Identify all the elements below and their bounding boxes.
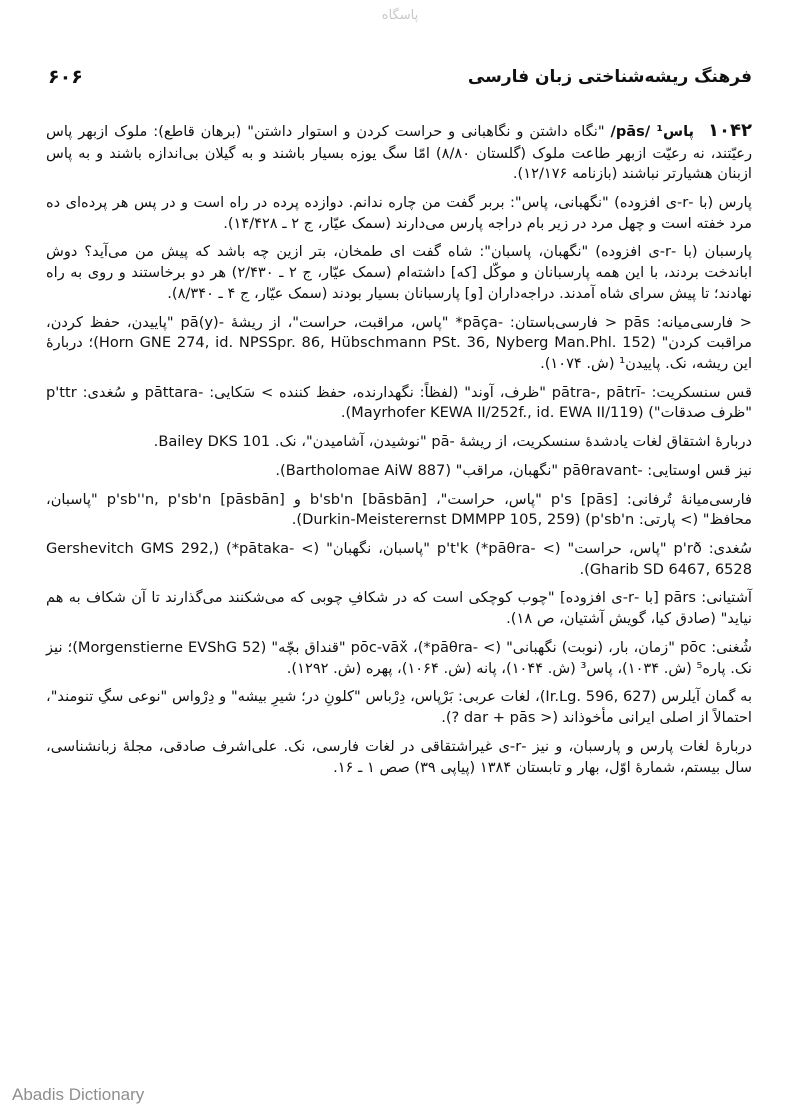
paragraph-ashtiani: آشتیانی: pārs [با -r-ی افزوده] "چوب کوچکی است که در شکافِ چوبی که می‌شکنند می‌گذارند تا آن شکاف به هم نیاید" (صادق کیا، گویش آشتیان، ص ۱۸). [46,589,752,628]
paragraph-sanskrit: قس سنسکریت: -pātra-, pātrī "ظرف، آوند" (لفظاً: نگهدارنده، حفظ کننده > سَکایی: -pāttara و سُغدی: p'ttr "ظرف صدقات") (Mayrhofer KEWA II/252f., id. EWA II/119). [46,383,752,422]
paragraph-parsban: پارسبان (با -r-ی افزوده) "نگهبان، پاسبان": شاه گفت ای طمخان، بتر ازین چه باشد که پیش من می‌آید؟ دوش اباندخت بردند، با این همه پارسبانان و موکّل [که] داشته‌ام (سمک عیّار، ج ۲ ـ ۲/۴۳۰) هر دو برخاستند و روی به راه نهادند؛ تا پیش سرای شاه آمدند. دراجه‌داران [و] پارسبانان بسیار بودند (سمک عیّار، ج ۴ ـ ۸/۳۴۰). [46,243,752,302]
paragraph-pars: پارس (با -r-ی افزوده) "نگهبانی، پاس": بربر گفت من چاره ندانم. دوازده پرده در راه است و در پس هر پرده‌ای ده مرد خفته است و چهل مرد در زیر بام دراجه پارس می‌دارند (سمک عیّار، ج ۲ ـ ۱۴/۴۲۸). [46,193,752,232]
page-number: ۶۰۶ [48,66,83,88]
paragraph-reference: دربارهٔ لغات پارس و پارسبان، و نیز -r-ی غیراشتقاقی در لغات فارسی، نک. علی‌اشرف صادقی، مجلهٔ زبانشناسی، سال بیستم، شمارهٔ اوّل، بهار و تابستان ۱۳۸۴ (پیاپی ۳۹) صص ۱ ـ ۱۶. [46,737,752,776]
paragraph-avestan: نیز قس اوستایی: -pāθravant "نگهبان، مراقب" (Bartholomae AiW 887). [275,461,752,479]
entry-number: ۱۰۴۲ [708,120,752,141]
paragraph-turfan: فارسی‌میانهٔ تُرفانی: p's [pās] "پاس، حراست"، b'sb'n [bāsbān] و p'sb''n, p'sb'n [pāsbān] "پاسبان، محافظ" (> پارتی: p'sb'n) (Durkin-Meisterernst DMMPP 105, 259). [46,490,752,529]
running-head [48,62,752,92]
entry-definition: "نگاه داشتن و نگاهبانی و حراست کردن و استوار داشتن" (برهان قاطع): ملوک ازبهر پاس رعیّتند، نه رعیّت ازبهر طاعت ملوک (گلستان ۸/۸۰) امّا سگ یوزه بسیار باشند و به گیلان بی‌اندازه باشند و به پاس ازبنان هشیارتر نباشند (بازنامه ۱۲/۱۷۶). [46,123,752,183]
entry-lead-paragraph [46,118,752,185]
footer-watermark: Abadis Dictionary [12,1085,145,1104]
paragraph-eilers: به گمان آیلرس (Ir.Lg. 596, 627)، لغات عربی: بَرْپاس، دِرْباس "کلونِ در؛ شیرِ بیشه" و دِرْواس "نوعی سگِ تنومند"، احتمالاً از اصلی ایرانی مأخوذاند (< dar + pās ?). [46,688,753,727]
paragraph-middle-persian: < فارسی‌میانه: pās < فارسی‌باستان: -pāça* "پاس، مراقبت، حراست"، از ریشهٔ -pā(y) "پاییدن، حفظ کردن، مراقبت کردن" (Horn GNE 274, id. NPSSpr. 86, Hübschmann PSt. 36, Nyberg Man.Phl. 152)؛ دربارهٔ این ریشه، نک. پاییدن¹ (ش. ۱۰۷۴). [46,313,753,373]
paragraph-sogdian: سُغدی: p'rð "پاس، حراست" (> -pāθra*) p't'k "پاسبان، نگهبان" (> -pātaka*) (Gershevitch GMS 292, Gharib SD 6467, 6528). [46,540,752,578]
entry-body [46,118,752,786]
paragraph-sanskrit-derivation: دربارهٔ اشتقاق لغات یادشدهٔ سنسکریت، از ریشهٔ -pā "نوشیدن، آشامیدن"، نک. Bailey DKS 101. [153,433,752,451]
book-title: فرهنگ ریشه‌شناختی زبان فارسی [467,67,752,87]
entry-headword: پاس¹ /pās/ [610,123,695,140]
paragraph-shughni: شُغنی: pōc "زمان، بار، (نوبت) نگهبانی" (> -pāθra*)، pōc-vāx̌ "قنداق بچّه" (Morgenstierne EVShG 52)؛ نیز نک. پاره⁵ (ش. ۱۰۳۴)، پاس³ (ش. ۱۰۴۴)، پانه (ش. ۱۰۶۴)، پهره (ش. ۱۲۹۲). [46,638,752,677]
top-watermark: پاسگاه [381,8,419,23]
